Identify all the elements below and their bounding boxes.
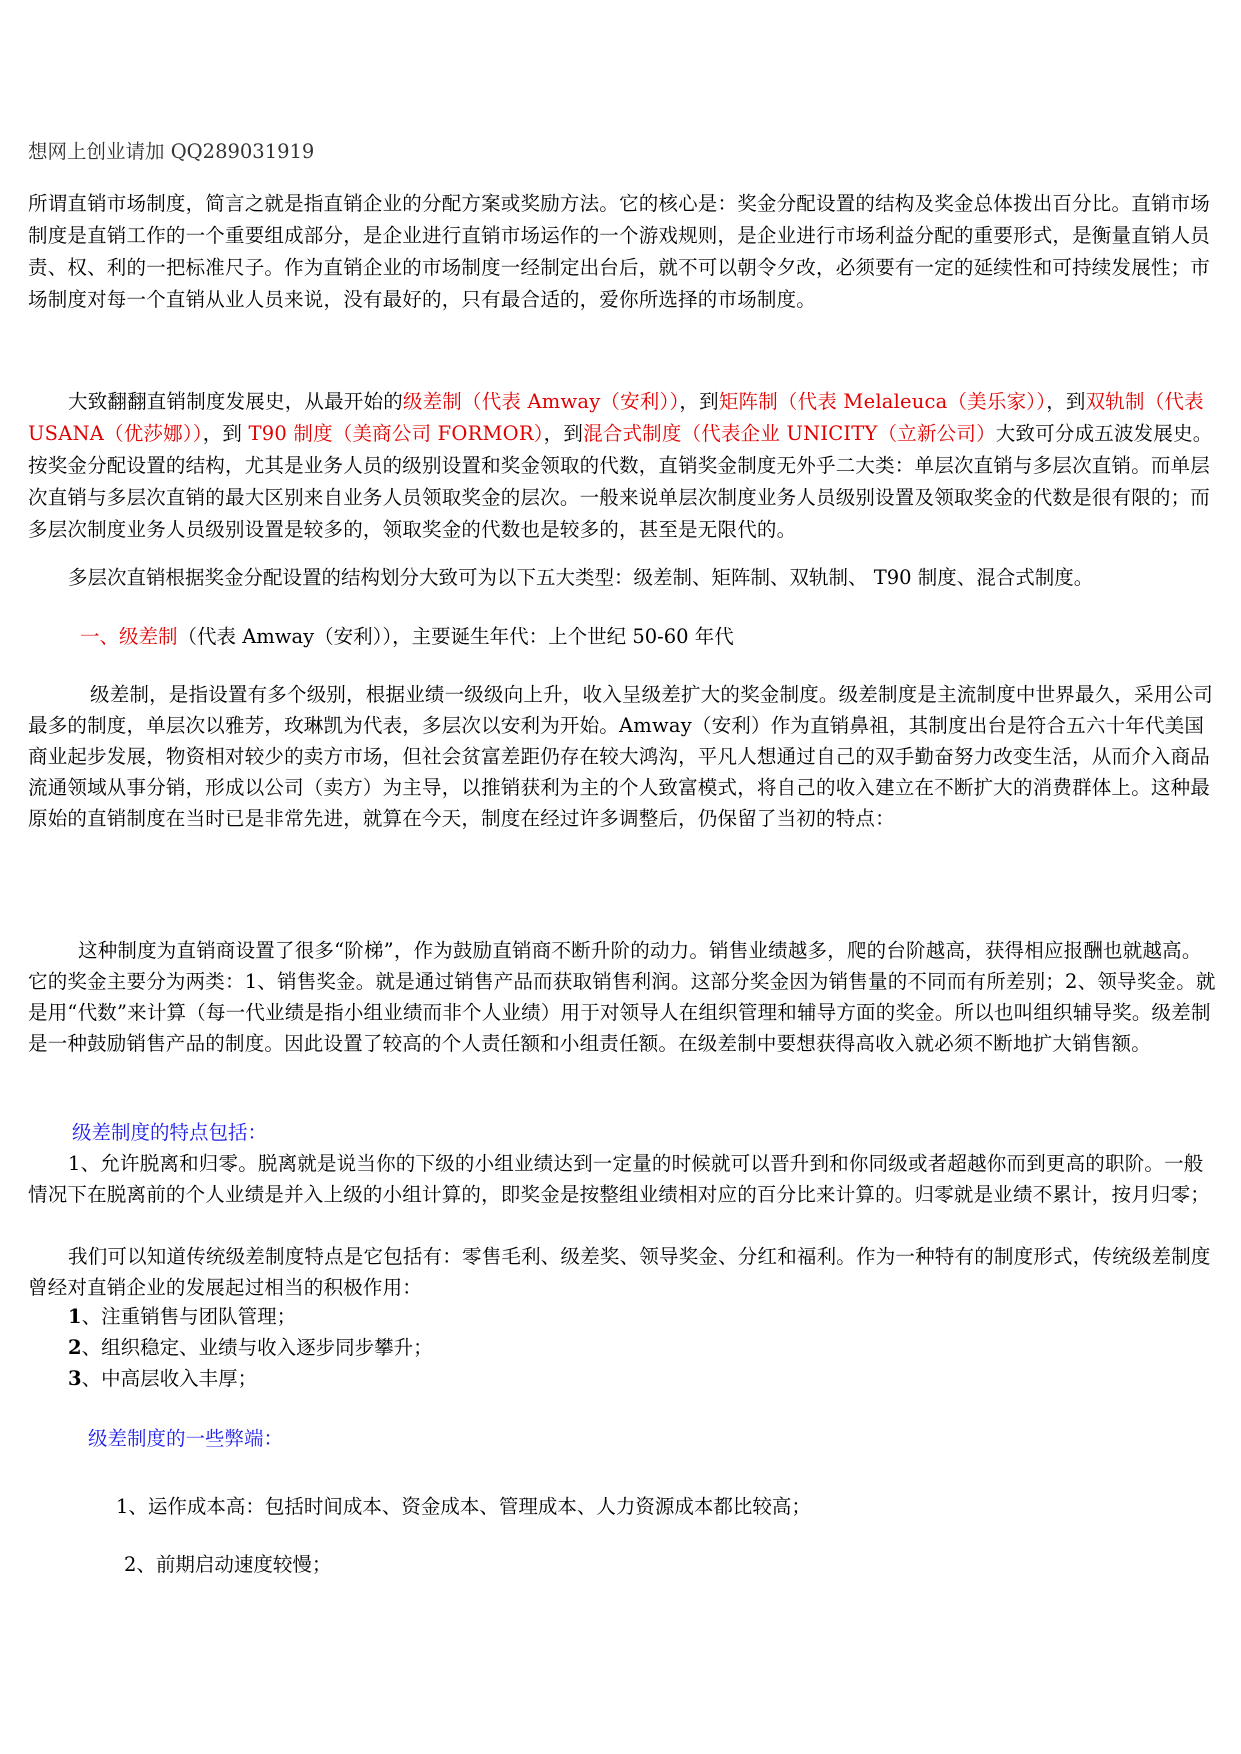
feature-summary: 我们可以知道传统级差制度特点是它包括有：零售毛利、级差奖、领导奖金、分红和福利。作为一种特有的制度形式，传统级差制度曾经对直销企业的发展起过相当的积极作用：	[28, 1245, 1211, 1299]
history-paragraph	[28, 386, 1216, 546]
history-text-2: ，到	[679, 390, 719, 413]
features-title: 级差制度的特点包括：	[72, 1121, 268, 1144]
point-item: 2、组织稳定、业绩与收入逐步同步攀升；	[68, 1336, 433, 1359]
history-system-binary: 双轨制（代表 USANA（优莎娜））	[28, 390, 1204, 445]
history-text-6: 大致可分成五波发展史。按奖金分配设置的结构，尤其是业务人员的级别设置和奖金领取的代数，直销奖金制度无外乎二大类：单层次直销与多层次直销。而单层次直销与多层次直销的最大区别来自业务人员领取奖金的层次。一般来说单层次制度业务人员级别设置及领取奖金的代数是很有限的；而多层次制度业务人员级别设置是较多的，领取奖金的代数也是较多的，甚至是无限代的。	[28, 422, 1213, 541]
intro-paragraph: 所谓直销市场制度，简言之就是指直销企业的分配方案或奖励方法。它的核心是：奖金分配设置的结构及奖金总体拨出百分比。直销市场制度是直销工作的一个重要组成部分，是企业进行直销市场运作的一个游戏规则，是企业进行市场利益分配的重要形式，是衡量直销人员责、权、利的一把标准尺子。作为直销企业的市场制度一经制定出台后，就不可以朝令夕改，必须要有一定的延续性和可持续发展性；市场制度对每一个直销从业人员来说，没有最好的，只有最合适的，爱你所选择的市场制度。	[28, 192, 1211, 311]
history-system-hybrid: 混合式制度（代表企业 UNICITY（立新公司）	[583, 422, 996, 445]
section-number: 一、	[80, 625, 120, 648]
point-item: 1、注重销售与团队管理；	[68, 1305, 297, 1328]
types-line: 多层次直销根据奖金分配设置的结构划分大致可为以下五大类型：级差制、矩阵制、双轨制、 T90 制度、混合式制度。	[68, 566, 1094, 589]
history-system-matrix: 矩阵制（代表 Melaleuca（美乐家））	[718, 390, 1047, 413]
grade-description: 级差制，是指设置有多个级别，根据业绩一级级向上升，收入呈级差扩大的奖金制度。级差制度是主流制度中世界最久，采用公司最多的制度，单层次以雅芳，玫琳凯为代表，多层次以安利为开始。Amway（安利）作为直销鼻祖，其制度出台是符合五六十年代美国商业起步发展，物资相对较少的卖方市场，但社会贫富差距仍存在较大鸿沟，平凡人想通过自己的双手勤奋努力改变生活，从而介入商品流通领域从事分销，形成以公司（卖方）为主导，以推销获利为主的个人致富模式，将自己的收入建立在不断扩大的消费群体上。这种最原始的直销制度在当时已是非常先进，就算在今天，制度在经过许多调整后，仍保留了当初的特点：	[28, 683, 1213, 830]
feature-1: 1、允许脱离和归零。脱离就是说当你的下级的小组业绩达到一定量的时候就可以晋升到和你同级或者超越你而到更高的职阶。一般情况下在脱离前的个人业绩是并入上级的小组计算的，即奖金是按整组业绩相对应的百分比来计算的。归零就是业绩不累计，按月归零；	[28, 1152, 1211, 1206]
history-text-5: ，到	[543, 422, 584, 445]
point-item: 3、中高层收入丰厚；	[68, 1367, 258, 1390]
drawback-item: 1、运作成本高：包括时间成本、资金成本、管理成本、人力资源成本都比较高；	[116, 1495, 811, 1518]
history-system-grade: 级差制（代表 Amway（安利））	[402, 390, 680, 413]
drawbacks-title: 级差制度的一些弊端：	[88, 1427, 284, 1450]
section-subtitle: （代表 Amway（安利）），主要诞生年代：上个世纪 50-60 年代	[177, 625, 734, 648]
history-text-3: ，到	[1046, 390, 1086, 413]
history-system-t90: T90 制度（美商公司 FORMOR）	[248, 422, 544, 445]
drawback-item: 2、前期启动速度较慢；	[124, 1553, 332, 1576]
section-name: 级差制	[119, 625, 178, 648]
ladder-paragraph: 这种制度为直销商设置了很多“阶梯”，作为鼓励直销商不断升阶的动力。销售业绩越多，爬的台阶越高，获得相应报酬也就越高。它的奖金主要分为两类：1、销售奖金。就是通过销售产品而获取销售利润。这部分奖金因为销售量的不同而有所差别；2、领导奖金。就是用“代数”来计算（每一代业绩是指小组业绩而非个人业绩）用于对领导人在组织管理和辅导方面的奖金。所以也叫组织辅导奖。级差制是一种鼓励销售产品的制度。因此设置了较高的个人责任额和小组责任额。在级差制中要想获得高收入就必须不断地扩大销售额。	[28, 939, 1216, 1055]
history-text-1: 大致翻翻直销制度发展史，从最开始的	[68, 390, 403, 413]
section-heading-1	[80, 622, 734, 652]
history-text-4: ，到	[202, 422, 249, 445]
header-note: 想网上创业请加 QQ289031919	[28, 140, 315, 163]
